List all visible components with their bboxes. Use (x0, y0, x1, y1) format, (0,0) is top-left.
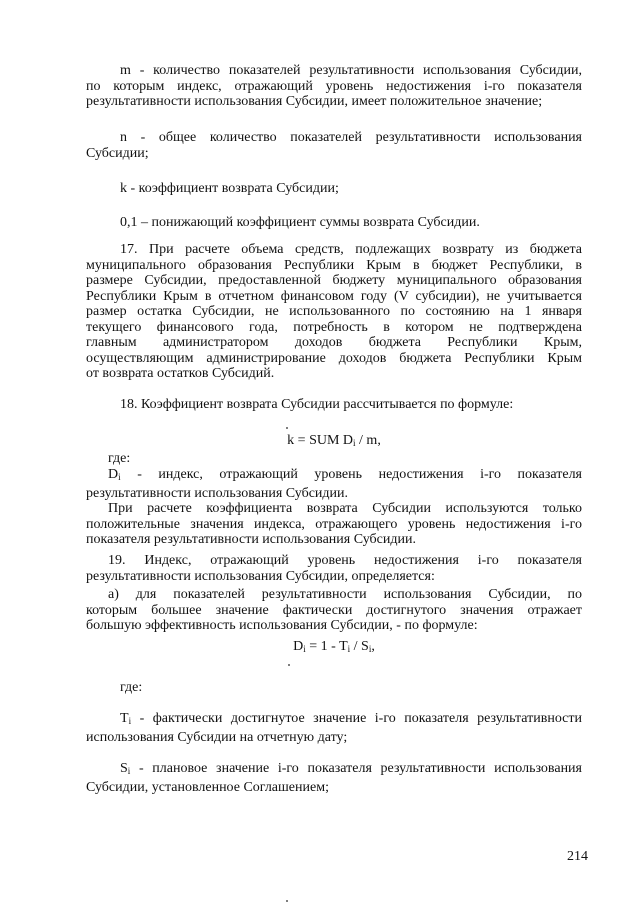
paragraph-reduction-coefficient (86, 215, 582, 231)
formula-return-coefficient (14, 433, 640, 452)
where-label-1 (86, 451, 582, 467)
symbol: T (120, 711, 129, 726)
where-label-2 (86, 680, 582, 696)
text-line: а) для показателей результативности использования Субсидии, по (108, 587, 582, 602)
line-text: - индекс, отражающий уровень недостижения i-го показателя (120, 467, 582, 482)
formula-index-di (14, 639, 640, 658)
text-line (86, 761, 582, 780)
scan-speck (286, 427, 288, 429)
text-line: муниципального образования Республики Крым в бюджет Республики, в (86, 257, 582, 273)
symbol: D (108, 467, 119, 482)
text-line: 17. При расчете объема средств, подлежащих возврату из бюджета (120, 242, 582, 257)
text-line: по которым индекс, отражающий уровень недостижения i-го показателя (86, 78, 582, 94)
paragraph-m-definition (86, 63, 582, 110)
text-line: большую эффективность использования Субсидии, - по формуле: (86, 618, 478, 633)
paragraph-k-definition (86, 181, 582, 197)
line-text: - плановое значение i-го показателя результативности использования (130, 761, 582, 776)
scan-speck (288, 664, 290, 666)
text-line: результативности использования Субсидии, определяется: (86, 568, 435, 584)
text-line: k - коэффициент возврата Субсидии; (120, 181, 339, 196)
text-line: m - количество показателей результативности использования Субсидии, (120, 63, 582, 78)
text-line: положительные значения индекса, отражающего уровень недостижения i-го (86, 516, 582, 532)
text-line: текущего финансового года, потребность в котором не подтверждена (86, 319, 582, 335)
symbol-subscript: i (118, 472, 121, 482)
text-line: где: (120, 680, 143, 695)
text-line: использования Субсидии на отчетную дату; (86, 729, 348, 745)
formula-text: = 1 - T (305, 639, 348, 654)
paragraph-ti-definition (86, 711, 582, 745)
paragraph-19 (86, 553, 582, 584)
paragraph-si-definition (86, 761, 582, 795)
text-line (86, 467, 582, 486)
paragraph-calc-note (86, 501, 582, 548)
symbol-subscript: i (127, 766, 131, 776)
text-line: n - общее количество показателей результативности использования (120, 130, 582, 145)
text-line: 19. Индекс, отражающий уровень недостижения i-го показателя (108, 553, 582, 568)
text-line: Республики Крым в отчетном финансовом году (V субсидии), не учитывается (86, 288, 582, 304)
symbol: S (120, 761, 128, 776)
text-line: осуществляющим администрирование доходов бюджета Республики Крым (86, 350, 582, 366)
formula-text: / m, (355, 433, 381, 448)
text-line: которым большее значение фактически достигнутого значения отражает (86, 602, 582, 618)
text-line: При расчете коэффициента возврата Субсидии используются только (108, 501, 582, 516)
paragraph-17 (86, 242, 582, 382)
formula-subscript: i (353, 438, 356, 448)
text-line: 0,1 – понижающий коэффициент суммы возврата Субсидии. (120, 215, 480, 230)
text-line: главным администратором доходов бюджета Республики Крым, (86, 335, 582, 350)
text-line: Субсидии, установленное Соглашением; (86, 779, 329, 795)
paragraph-18 (86, 397, 582, 413)
paragraph-di-definition (86, 467, 582, 501)
page-number: 214 (567, 849, 588, 864)
formula-subscript: i (347, 644, 351, 654)
paragraph-19a (86, 587, 582, 634)
text-line (86, 711, 582, 730)
scan-speck (286, 900, 288, 902)
text-line: результативности использования Субсидии, имеет положительное значение; (86, 94, 543, 109)
formula-text: , (371, 639, 375, 654)
text-line: результативности использования Субсидии. (86, 485, 349, 501)
formula-text: D (293, 639, 304, 654)
line-text: - фактически достигнутое значение i-го показателя результативности (131, 711, 582, 726)
paragraph-n-definition (86, 130, 582, 161)
text-line: где: (108, 451, 131, 466)
text-line: Субсидии; (86, 145, 149, 161)
text-line: размере Субсидии, предоставленной бюджету муниципального образования (86, 273, 582, 288)
text-line: от возврата остатков Субсидий. (86, 366, 275, 381)
formula-text: k = SUM D (287, 433, 354, 448)
symbol-subscript: i (128, 716, 132, 726)
text-line: показателя результативности использования Субсидии. (86, 532, 416, 547)
text-line: размер остатка Субсидии, не использованного по состоянию на 1 января (86, 304, 582, 319)
formula-subscript: i (303, 644, 306, 654)
text-line: 18. Коэффициент возврата Субсидии рассчитывается по формуле: (120, 397, 514, 412)
formula-text: / S (350, 639, 369, 654)
formula-subscript: i (368, 644, 372, 654)
